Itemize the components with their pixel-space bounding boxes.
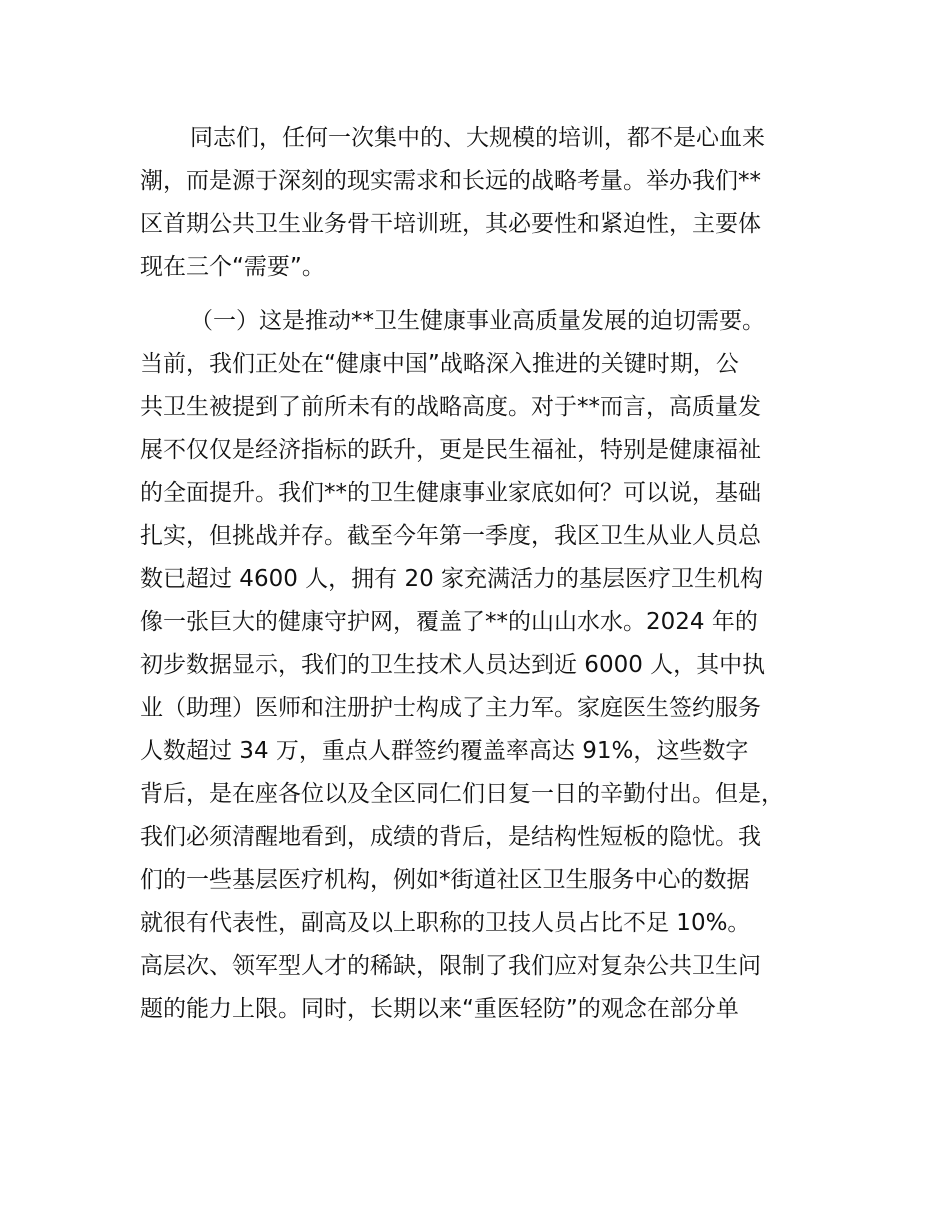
paragraph-1-line-4: 现在三个“需要”。 bbox=[140, 254, 325, 280]
paragraph-2-line-9: 初步数据显示，我们的卫生技术人员达到近 6000 人，其中执 bbox=[140, 652, 766, 678]
paragraph-2-line-8: 像一张巨大的健康守护网，覆盖了**的山山水水。2024 年的 bbox=[140, 609, 758, 635]
paragraph-1-line-2: 潮，而是源于深刻的现实需求和长远的战略考量。举办我们** bbox=[140, 168, 761, 194]
paragraph-2-line-1: （一）这是推动**卫生健康事业高质量发展的迫切需要。 bbox=[190, 308, 765, 334]
paragraph-2-line-17: 题的能力上限。同时，长期以来“重医轻防”的观念在部分单 bbox=[140, 996, 739, 1022]
paragraph-2-line-15: 就很有代表性，副高及以上职称的卫技人员占比不足 10%。 bbox=[140, 910, 751, 936]
paragraph-2-line-13: 我们必须清醒地看到，成绩的背后，是结构性短板的隐忧。我 bbox=[140, 824, 761, 850]
paragraph-2-line-6: 扎实，但挑战并存。截至今年第一季度，我区卫生从业人员总 bbox=[140, 523, 761, 549]
paragraph-2-line-7: 数已超过 4600 人，拥有 20 家充满活力的基层医疗卫生机构 bbox=[140, 566, 764, 592]
paragraph-1-line-3: 区首期公共卫生业务骨干培训班，其必要性和紧迫性，主要体 bbox=[140, 211, 761, 237]
paragraph-2-line-3: 共卫生被提到了前所未有的战略高度。对于**而言，高质量发 bbox=[140, 394, 761, 420]
paragraph-2-line-14: 们的一些基层医疗机构，例如*街道社区卫生服务中心的数据 bbox=[140, 867, 750, 893]
paragraph-2-line-4: 展不仅仅是经济指标的跃升，更是民生福祉，特别是健康福祉 bbox=[140, 437, 761, 463]
paragraph-2-line-10: 业（助理）医师和注册护士构成了主力军。家庭医生签约服务 bbox=[140, 695, 761, 721]
paragraph-2-line-11: 人数超过 34 万，重点人群签约覆盖率高达 91%，这些数字 bbox=[140, 738, 749, 764]
paragraph-2-line-5: 的全面提升。我们**的卫生健康事业家底如何？可以说，基础 bbox=[140, 480, 761, 506]
paragraph-2-line-12: 背后，是在座各位以及全区同仁们日复一日的辛勤付出。但是， bbox=[140, 781, 784, 807]
paragraph-2-line-16: 高层次、领军型人才的稀缺，限制了我们应对复杂公共卫生问 bbox=[140, 953, 761, 979]
paragraph-2-line-2: 当前，我们正处在“健康中国”战略深入推进的关键时期，公 bbox=[140, 351, 739, 377]
paragraph-1-line-1: 同志们，任何一次集中的、大规模的培训，都不是心血来 bbox=[190, 125, 765, 151]
